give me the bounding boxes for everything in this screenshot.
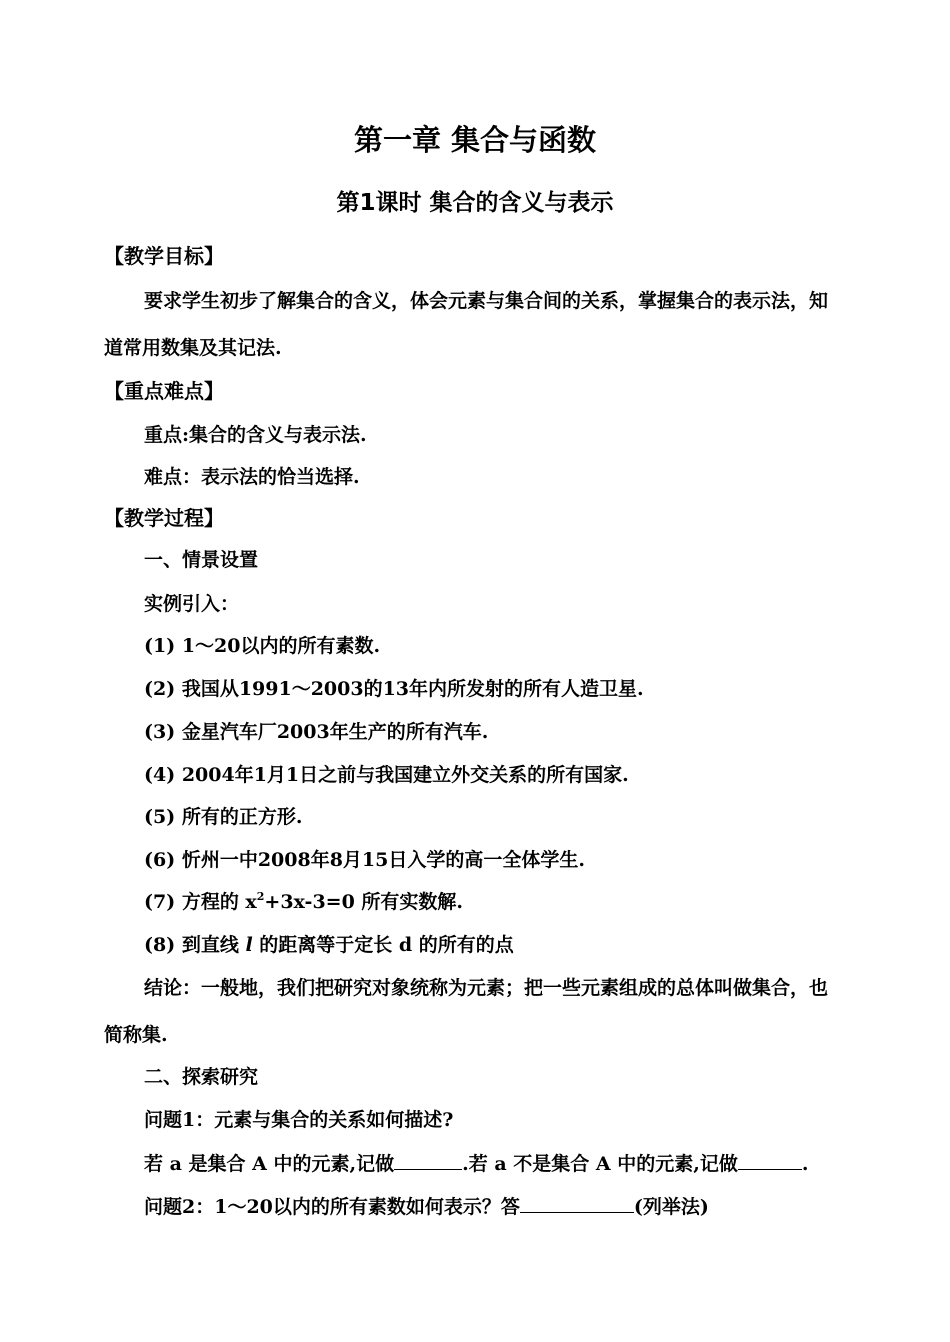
question-2-suffix: (列举法)	[633, 1196, 709, 1218]
line-variable: l	[245, 934, 253, 956]
examples-intro: 实例引入：	[144, 593, 240, 615]
question-2-text: 问题2：1～20以内的所有素数如何表示？答	[144, 1196, 520, 1218]
answer-blank-2[interactable]	[738, 1151, 802, 1170]
example-7-prefix: (7) 方程的 x	[144, 891, 257, 913]
lesson-title: 第1课时 集合的含义与表示	[336, 190, 614, 216]
fill-text-a: 若 a 是集合 A 中的元素,记做	[144, 1153, 395, 1175]
example-8-prefix: (8) 到直线	[144, 934, 246, 956]
example-7-suffix: +3x-3=0 所有实数解.	[264, 891, 464, 913]
example-1: (1) 1～20以内的所有素数.	[144, 635, 381, 657]
conclusion-line1: 结论：一般地，我们把研究对象统称为元素；把一些元素组成的总体叫做集合，也	[144, 977, 829, 999]
key-points-heading: 【重点难点】	[104, 379, 224, 403]
example-4: (4) 2004年1月1日之前与我国建立外交关系的所有国家.	[144, 764, 629, 786]
example-6: (6) 忻州一中2008年8月15日入学的高一全体学生.	[144, 849, 585, 871]
answer-blank-1[interactable]	[394, 1151, 462, 1170]
example-3: (3) 金星汽车厂2003年生产的所有汽车.	[144, 721, 489, 743]
part1-title: 一、情景设置	[144, 549, 259, 571]
chapter-title: 第一章 集合与函数	[353, 123, 597, 157]
key-point: 重点:集合的含义与表示法.	[144, 424, 367, 446]
process-heading: 【教学过程】	[104, 506, 224, 530]
part2-title: 二、探索研究	[144, 1066, 259, 1088]
goals-heading: 【教学目标】	[104, 244, 224, 268]
goals-text-line1: 要求学生初步了解集合的含义，体会元素与集合间的关系，掌握集合的表示法，知	[144, 290, 829, 312]
fill-text-b: .若 a 不是集合 A 中的元素,记做	[462, 1153, 738, 1175]
fill-text-end: .	[801, 1153, 809, 1175]
conclusion-line2: 简称集.	[104, 1024, 168, 1046]
example-8-suffix: 的距离等于定长 d 的所有的点	[252, 934, 514, 956]
difficult-point: 难点：表示法的恰当选择.	[144, 466, 360, 488]
example-5: (5) 所有的正方形.	[144, 806, 303, 828]
question-2	[144, 1194, 709, 1219]
question-1: 问题1：元素与集合的关系如何描述?	[144, 1109, 454, 1131]
example-8	[144, 933, 514, 957]
exponent: 2	[256, 889, 265, 903]
answer-blank-3[interactable]	[520, 1194, 634, 1213]
example-7	[144, 890, 463, 914]
example-2: (2) 我国从1991～2003的13年内所发射的所有人造卫星.	[144, 678, 644, 700]
goals-text-line2: 道常用数集及其记法.	[104, 337, 282, 359]
question-1-fill	[144, 1151, 809, 1176]
